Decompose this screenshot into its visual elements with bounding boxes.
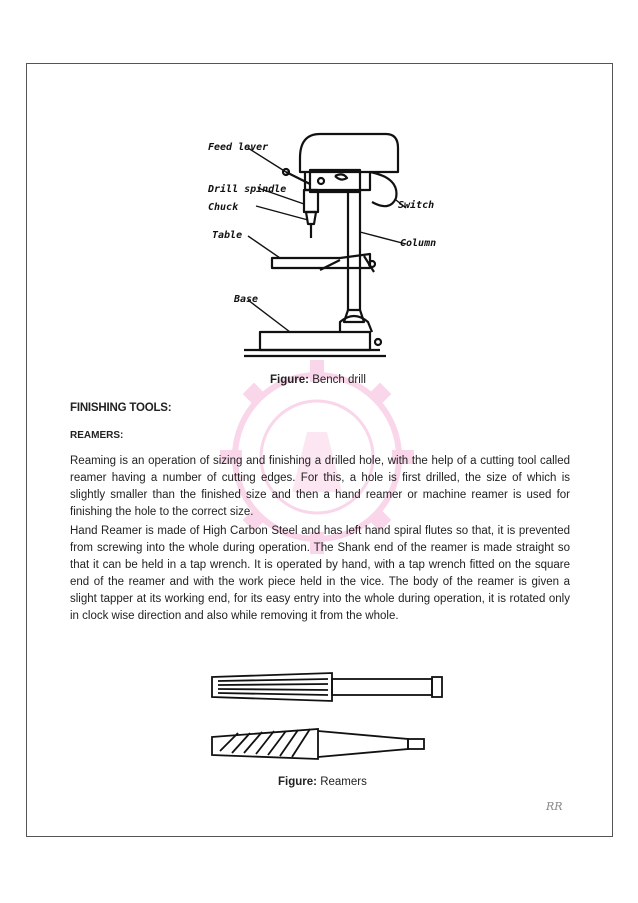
bench-drill-figure [200, 128, 450, 364]
section-heading: FINISHING TOOLS: [70, 402, 172, 414]
label-switch: Switch [398, 200, 435, 211]
author-initials: RR [546, 800, 563, 813]
figure2-caption-prefix: Figure: [278, 776, 317, 788]
label-column: Column [400, 238, 437, 249]
paragraph-hand-reamer: Hand Reamer is made of High Carbon Steel and has left hand spiral flutes so that, it is prevented from screwing into the whole during operation. The Shank end of the reamer is made straight so that it can be held in a tap wrench. It is operated by hand, with a tap wrench fitted on the square end of the reamer and with the work piece held in the vice. The body of the reamer is given a slight tapper at its working end, for its easy entry into the whole during operation, it is rotated only in clock wise direction and also while removing it from the whole. [70, 525, 570, 622]
figure1-caption-text: Bench drill [312, 374, 366, 386]
label-feed-lever: Feed lever [208, 142, 269, 153]
figure1-caption-prefix: Figure: [270, 374, 309, 386]
paragraph-reaming: Reaming is an operation of sizing and finishing a drilled hole, with the help of a cutting tool called reamer having a number of cutting edges. For this, a hole is first drilled, the size of which is slightly smaller than the finished size and then a hand reamer or machine reamer is used for finishing the hole to the correct size. [70, 455, 570, 518]
label-table: Table [212, 230, 243, 241]
label-chuck: Chuck [208, 202, 239, 213]
figure1-caption [270, 374, 366, 386]
figure2-caption [278, 776, 367, 788]
reamers-figure [208, 665, 450, 765]
figure2-caption-text: Reamers [320, 776, 367, 788]
label-base: Base [234, 294, 259, 305]
label-drill-spindle: Drill spindle [208, 184, 287, 195]
subheading: REAMERS: [70, 430, 124, 441]
